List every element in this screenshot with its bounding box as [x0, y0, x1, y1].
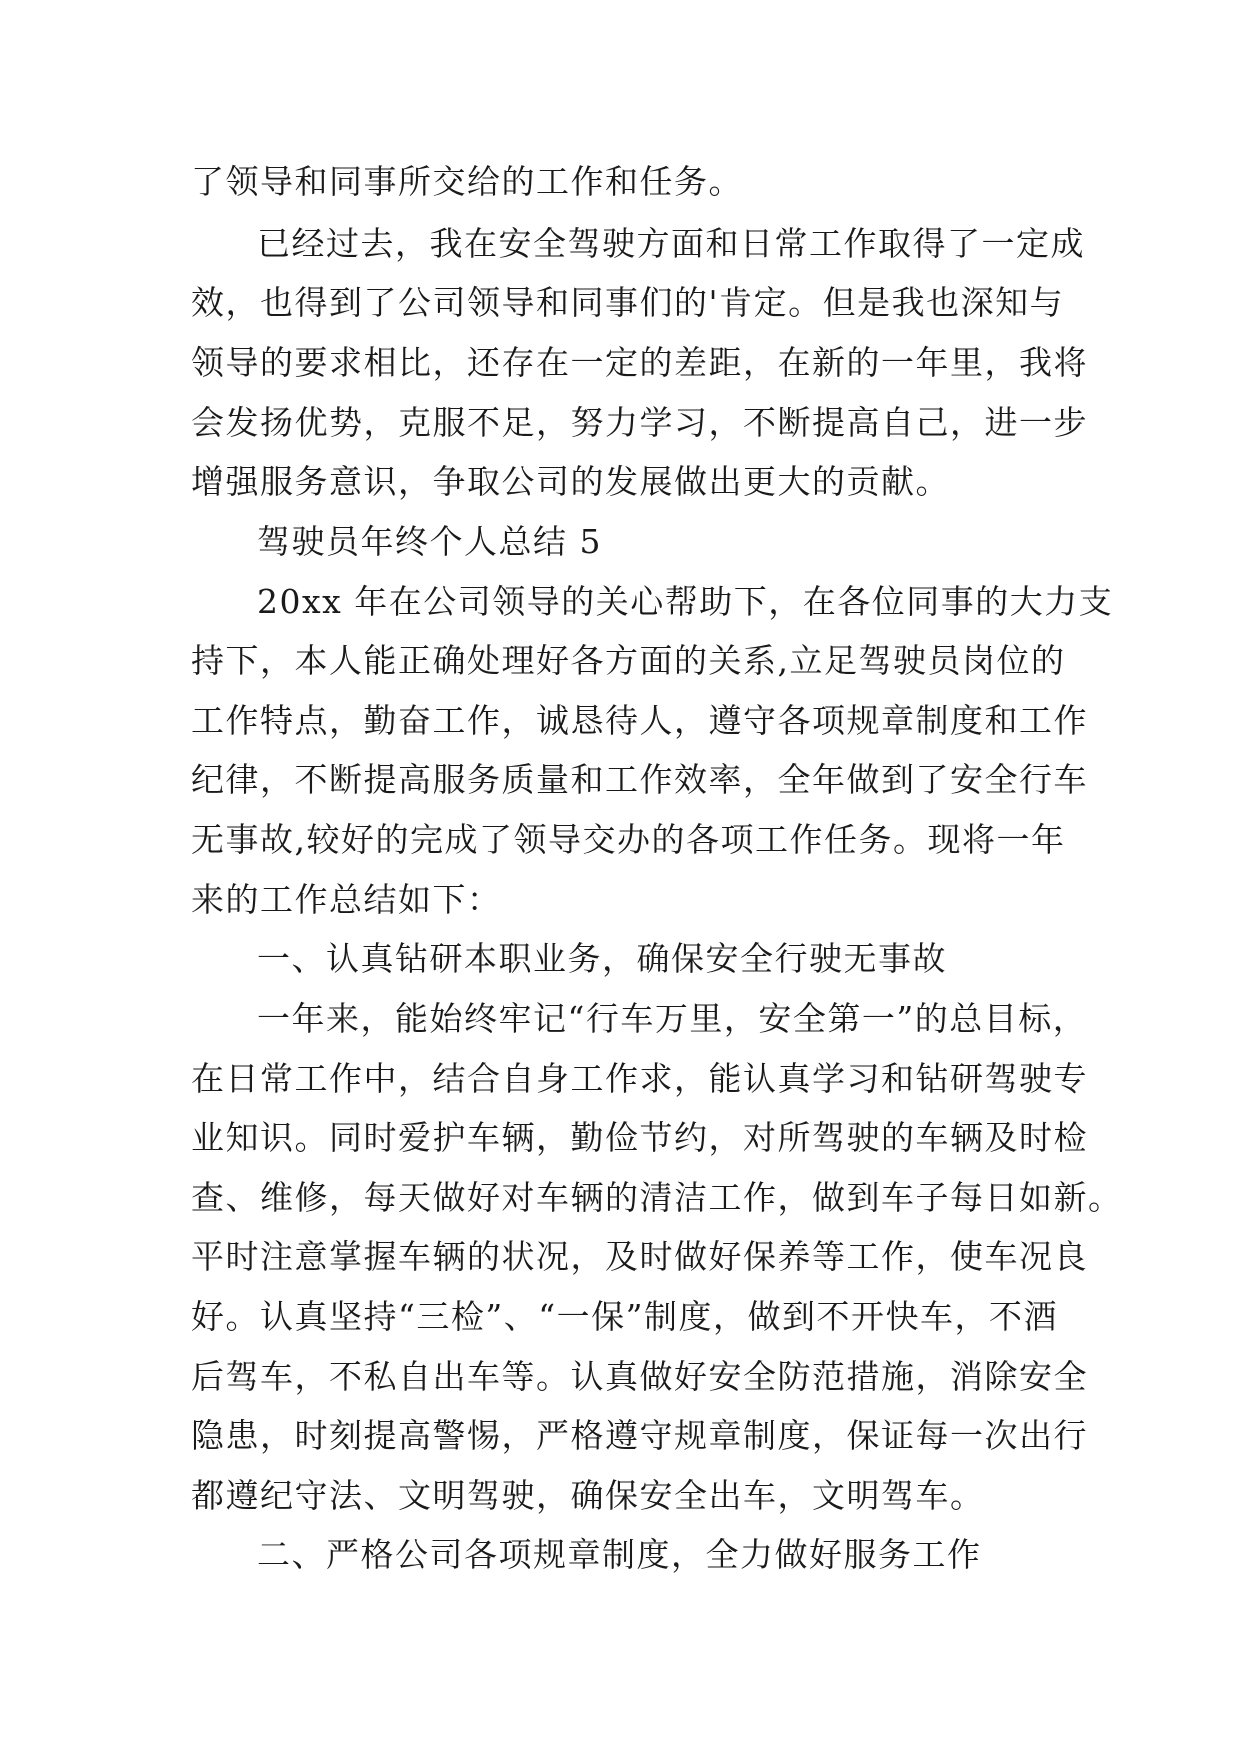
text-line: 持下，本人能正确处理好各方面的关系,立足驾驶员岗位的	[191, 641, 1066, 680]
text-line: 纪律，不断提高服务质量和工作效率，全年做到了安全行车	[191, 760, 1088, 799]
text-line: 一年来，能始终牢记“行车万里，安全第一”的总目标，	[257, 999, 1088, 1038]
text-line: 都遵纪守法、文明驾驶，确保安全出车，文明驾车。	[191, 1476, 985, 1515]
text-line: 好。认真坚持“三检”、“一保”制度，做到不开快车，不酒	[191, 1297, 1058, 1336]
text-line: 后驾车，不私自出车等。认真做好安全防范措施，消除安全	[191, 1357, 1088, 1396]
text-line: 无事故,较好的完成了领导交办的各项工作任务。现将一年	[191, 820, 1066, 859]
text-line: 领导的要求相比，还存在一定的差距，在新的一年里，我将	[191, 343, 1088, 382]
text-line: 会发扬优势，克服不足，努力学习，不断提高自己，进一步	[191, 403, 1088, 442]
text-line: 工作特点，勤奋工作，诚恳待人，遵守各项规章制度和工作	[191, 701, 1088, 740]
text-line: 查、维修，每天做好对车辆的清洁工作，做到车子每日如新。	[191, 1178, 1123, 1217]
text-line: 了领导和同事所交给的工作和任务。	[191, 162, 743, 201]
text-line: 20xx 年在公司领导的关心帮助下，在各位同事的大力支	[257, 582, 1114, 621]
text-line: 隐患，时刻提高警惕，严格遵守规章制度，保证每一次出行	[191, 1416, 1088, 1455]
text-line: 平时注意掌握车辆的状况，及时做好保养等工作，使车况良	[191, 1237, 1088, 1276]
text-line: 已经过去，我在安全驾驶方面和日常工作取得了一定成	[257, 224, 1085, 263]
text-line: 业知识。同时爱护车辆，勤俭节约，对所驾驶的车辆及时检	[191, 1118, 1088, 1157]
text-line: 增强服务意识，争取公司的发展做出更大的贡献。	[191, 462, 950, 501]
section-heading: 一、认真钻研本职业务，确保安全行驶无事故	[257, 939, 947, 978]
section-heading: 驾驶员年终个人总结 5	[257, 522, 602, 561]
text-line: 效，也得到了公司领导和同事们的'肯定。但是我也深知与	[191, 283, 1065, 322]
text-line: 在日常工作中，结合自身工作求，能认真学习和钻研驾驶专	[191, 1059, 1088, 1098]
section-heading: 二、严格公司各项规章制度，全力做好服务工作	[257, 1535, 982, 1574]
text-line: 来的工作总结如下：	[191, 880, 502, 919]
